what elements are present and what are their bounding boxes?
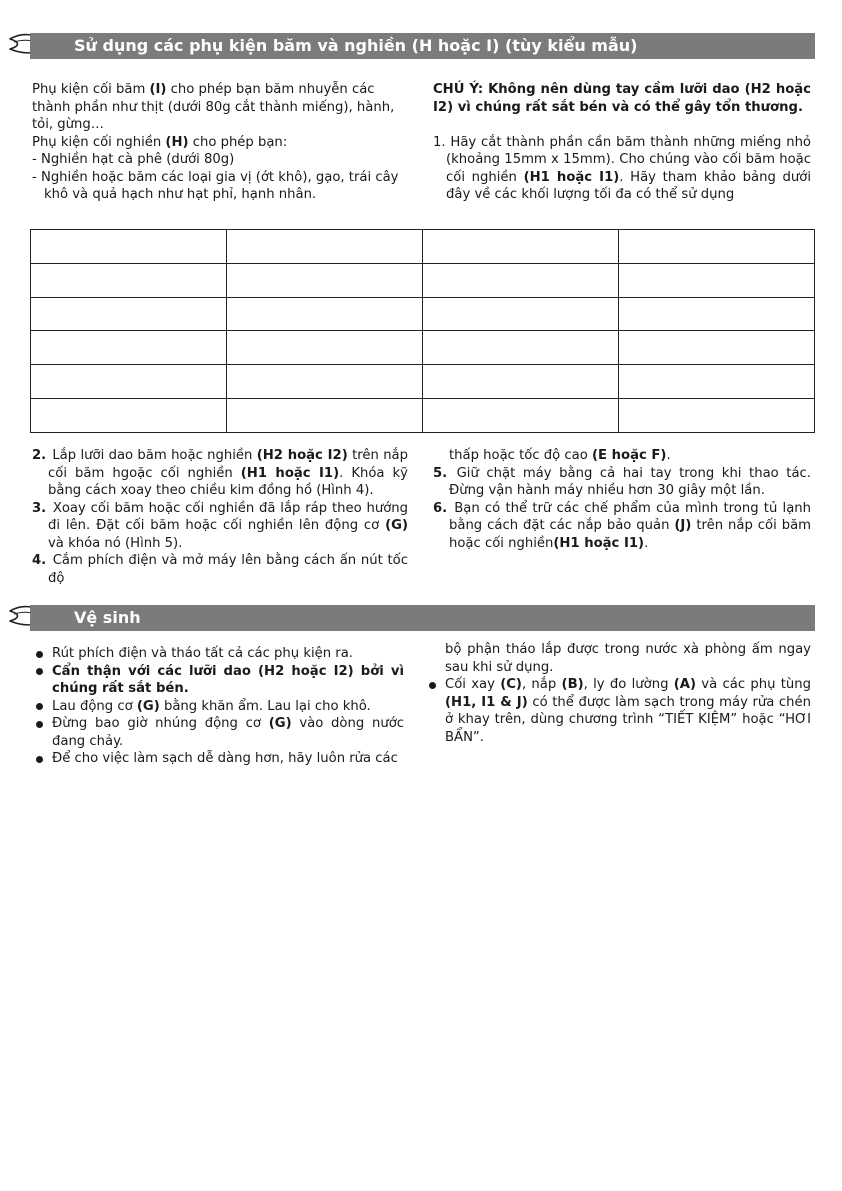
table-row (31, 297, 815, 331)
bullet-icon (36, 721, 43, 728)
section-title-cleaning: Vệ sinh (30, 605, 815, 631)
table-row (31, 399, 815, 433)
steps-left (32, 447, 408, 587)
bullet-icon (429, 682, 436, 689)
cleaning-rinse-continued: bộ phận tháo lắp được trong nước xà phòng ấm ngay sau khi sử dụng. (445, 642, 811, 675)
steps-right (433, 447, 811, 552)
grinder-use-spices: - Nghiền hoặc băm các loại gia vị (ớt khô), gạo, trái cây khô và quả hạch như hạt phỉ, hạnh nhân. (32, 169, 399, 202)
max-quantity-table (30, 229, 815, 433)
cleaning-item-blade-warning: Cẩn thận với các lưỡi dao (H2 hoặc I2) bởi vì chúng rất sắt bén. (32, 663, 404, 698)
usage-intro-left (32, 81, 404, 204)
blade-warning: CHÚ Ý: Không nên dùng tay cầm lưỡi dao (H2 hoặc I2) vì chúng rất sắt bén và có thể gây tổn thương. (433, 82, 811, 115)
cleaning-item-wipe-motor: Lau động cơ (G) bằng khăn ẩm. Lau lại cho khô. (32, 698, 404, 716)
table-row (31, 331, 815, 365)
step-6: 6. Bạn có thể trữ các chế phẩm của mình trong tủ lạnh bằng cách đặt các nắp bảo quản (J) trên nắp cối băm hoặc cối nghiền(H1 hoặc I1). (433, 500, 811, 551)
cleaning-item-no-immerse: Đừng bao giờ nhúng động cơ (G) vào dòng nước đang chảy. (32, 715, 404, 750)
chopper-paragraph: Phụ kiện cối băm (I) cho phép bạn băm nhuyễn các thành phần như thịt (dưới 80g cắt thành miếng), hành, tỏi, gừng… (32, 82, 395, 132)
table-row (31, 263, 815, 297)
bullet-icon (36, 651, 43, 658)
step-2: 2. Lắp lưỡi dao băm hoặc nghiền (H2 hoặc I2) trên nắp cối băm hgoặc cối nghiền (H1 hoặc I1). Khóa kỹ bằng cách xoay theo chiều kim đồng hồ (Hình 4). (32, 448, 408, 498)
step-1: 1. Hãy cắt thành phần cần băm thành những miếng nhỏ (khoảng 15mm x 15mm). Cho chúng vào cối băm hoặc cối nghiền (H1 hoặc I1). Hãy tham khảo bảng dưới đây về các khối lượng tối đa có thể sử dụng (433, 134, 811, 202)
cleaning-left (32, 645, 404, 768)
grinder-paragraph: Phụ kiện cối nghiền (H) cho phép bạn: (32, 134, 288, 150)
cleaning-item-rinse: Để cho việc làm sạch dễ dàng hơn, hãy luôn rửa các (32, 750, 404, 768)
usage-intro-right (433, 81, 811, 204)
step-5: 5. Giữ chặt máy bằng cả hai tay trong khi thao tác. Đừng vận hành máy nhiều hơn 30 giây một lần. (433, 465, 811, 498)
cleaning-item-unplug: Rút phích điện và tháo tất cả các phụ kiện ra. (32, 645, 404, 663)
cleaning-right (425, 641, 811, 746)
step-4: 4. Cắm phích điện và mở máy lên bằng cách ấn nút tốc độ (32, 553, 408, 586)
section-title-usage: Sử dụng các phụ kiện băm và nghiền (H hoặc I) (tùy kiểu mẫu) (30, 33, 815, 59)
step-3: 3. Xoay cối băm hoặc cối nghiền đã lắp ráp theo hướng đi lên. Đặt cối băm hoặc cối nghiền lên động cơ (G) và khóa nó (Hình 5). (32, 500, 408, 551)
cleaning-item-dishwasher: Cối xay (C), nắp (B), ly đo lường (A) và các phụ tùng (H1, I1 & J) có thể được làm sạch trong máy rửa chén ở khay trên, dùng chương trình “TIẾT KIỆM” hoặc “HƠI BẨN”. (425, 676, 811, 746)
grinder-use-coffee: - Nghiền hạt cà phê (dưới 80g) (32, 152, 235, 167)
bullet-icon (36, 756, 43, 763)
bullet-icon (36, 668, 43, 675)
step-4-continued: thấp hoặc tốc độ cao (E hoặc F). (449, 448, 671, 463)
table-row (31, 230, 815, 264)
table-row (31, 365, 815, 399)
bullet-icon (36, 703, 43, 710)
